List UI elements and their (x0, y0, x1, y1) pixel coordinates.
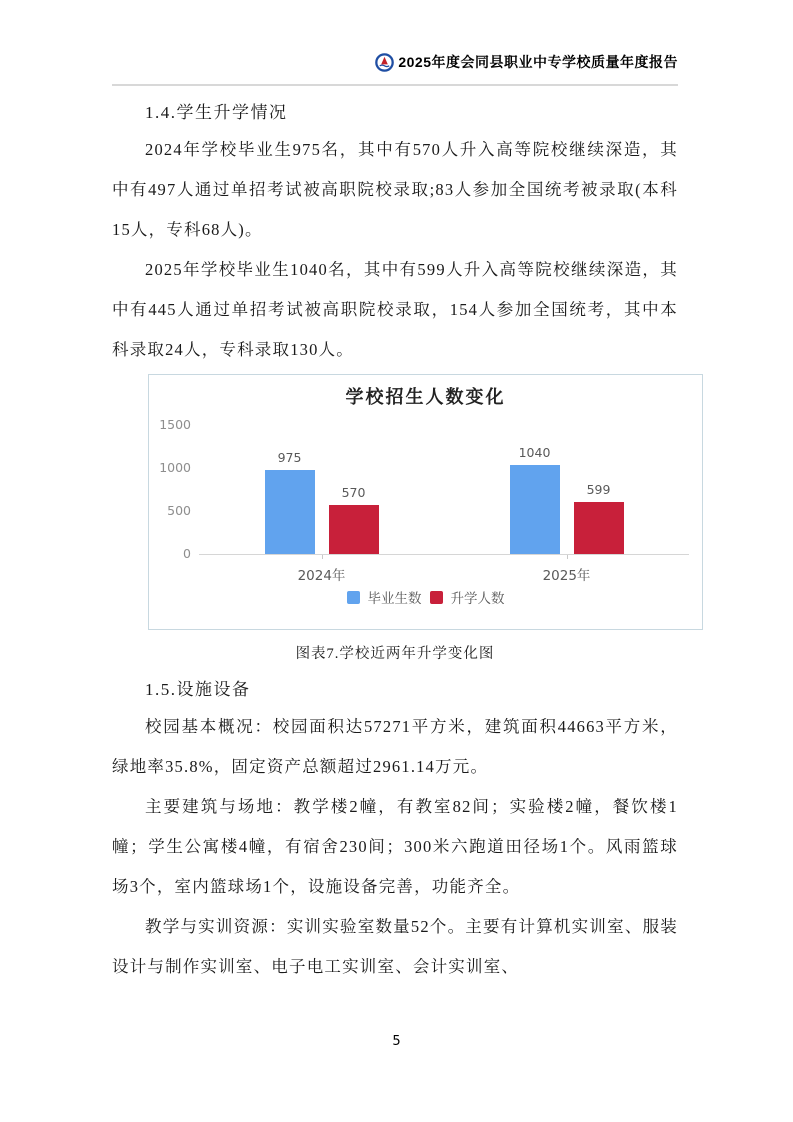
bar-毕业生数-2024年 (265, 470, 315, 554)
paragraph-campus-overview: 校园基本概况：校园面积达57271平方米，建筑面积44663平方米，绿地率35.8%，固定资产总额超过2961.14万元。 (112, 717, 678, 776)
bar-升学人数-2024年 (329, 505, 379, 554)
bar-value-label: 975 (277, 450, 302, 465)
legend-swatch-毕业生数 (347, 591, 360, 604)
chart-title: 学校招生人数变化 (345, 387, 506, 408)
x-axis-line (199, 554, 689, 555)
page-number: 5 (392, 1034, 401, 1049)
x-axis-tick (322, 555, 323, 559)
figure-caption: 图表7.学校近两年升学变化图 (295, 646, 495, 662)
legend-label: 升学人数 (450, 591, 505, 607)
paragraph-training-resources: 教学与实训资源：实训实验室数量52个。主要有计算机实训室、服装设计与制作实训室、电子电工实训室、会计实训室、 (112, 917, 678, 976)
header-divider (112, 84, 678, 86)
chart-legend (149, 587, 702, 607)
section-heading-1-5: 1.5.设施设备 (145, 680, 251, 699)
x-axis-tick (567, 555, 568, 559)
school-logo-icon (375, 53, 394, 72)
report-title: 2025年度会同县职业中专学校质量年度报告 (398, 54, 678, 70)
legend-swatch-升学人数 (430, 591, 443, 604)
bar-value-label: 570 (341, 485, 366, 500)
paragraph-main-buildings: 主要建筑与场地：教学楼2幢，有教室82间；实验楼2幢，餐饮楼1幢；学生公寓楼4幢，有宿舍230间；300米六跑道田径场1个。风雨篮球场3个，室内篮球场1个，设施设备完善，功能齐全。 (112, 797, 678, 896)
x-category-label: 2024年 (297, 568, 346, 584)
bar-升学人数-2025年 (574, 502, 624, 554)
paragraph-2025-graduates: 2025年学校毕业生1040名，其中有599人升入高等院校继续深造，其中有445人通过单招考试被高职院校录取，154人参加全国统考，其中本科录取24人，专科录取130人。 (112, 260, 678, 359)
bar-value-label: 599 (586, 482, 611, 497)
legend-label: 毕业生数 (367, 591, 422, 607)
paragraph-2024-graduates: 2024年学校毕业生975名，其中有570人升入高等院校继续深造，其中有497人通过单招考试被高职院校录取;83人参加全国统考被录取(本科15人，专科68人)。 (112, 140, 678, 239)
y-axis-tick-label: 1000 (159, 460, 191, 475)
x-category-label: 2025年 (542, 568, 591, 584)
section-heading-1-4: 1.4.学生升学情况 (145, 103, 288, 122)
page-header (112, 0, 678, 72)
y-axis-tick-label: 1500 (159, 417, 191, 432)
enrollment-bar-chart (148, 374, 703, 630)
y-axis-tick-label: 500 (167, 503, 191, 518)
bar-毕业生数-2025年 (510, 465, 560, 554)
bar-value-label: 1040 (518, 445, 551, 460)
y-axis-tick-label: 0 (183, 546, 191, 561)
